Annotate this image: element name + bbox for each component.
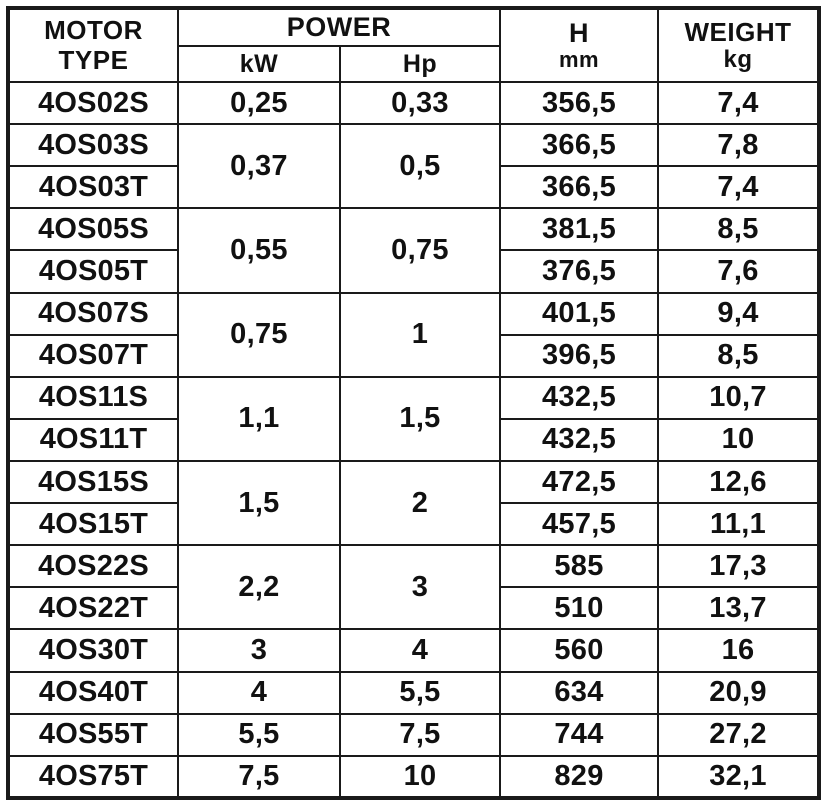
cell-power-hp: 5,5 xyxy=(340,672,500,714)
cell-power-kw: 7,5 xyxy=(178,756,340,798)
cell-motor-type: 4OS15T xyxy=(8,503,178,545)
cell-weight-kg: 8,5 xyxy=(658,208,819,250)
table-row xyxy=(8,629,819,671)
cell-power-kw: 0,55 xyxy=(178,208,340,292)
table-row xyxy=(8,377,819,419)
cell-motor-type: 4OS05T xyxy=(8,250,178,292)
cell-power-kw: 5,5 xyxy=(178,714,340,756)
header-kw: kW xyxy=(178,46,340,82)
cell-motor-type: 4OS05S xyxy=(8,208,178,250)
cell-motor-type: 4OS22S xyxy=(8,545,178,587)
cell-height-mm: 510 xyxy=(500,587,658,629)
cell-weight-kg: 7,4 xyxy=(658,82,819,124)
header-motor-type xyxy=(8,8,178,82)
cell-height-mm: 829 xyxy=(500,756,658,798)
cell-height-mm: 381,5 xyxy=(500,208,658,250)
cell-motor-type: 4OS07S xyxy=(8,293,178,335)
cell-height-mm: 432,5 xyxy=(500,377,658,419)
cell-height-mm: 376,5 xyxy=(500,250,658,292)
header-motor-type-line2: TYPE xyxy=(58,44,129,75)
cell-weight-kg: 20,9 xyxy=(658,672,819,714)
header-weight-label: WEIGHT xyxy=(684,16,792,47)
cell-height-mm: 457,5 xyxy=(500,503,658,545)
cell-motor-type: 4OS11S xyxy=(8,377,178,419)
table-row xyxy=(8,756,819,798)
cell-height-mm: 585 xyxy=(500,545,658,587)
table-row xyxy=(8,82,819,124)
header-power: POWER xyxy=(178,8,500,46)
cell-weight-kg: 8,5 xyxy=(658,335,819,377)
cell-power-hp: 1,5 xyxy=(340,377,500,461)
cell-height-mm: 472,5 xyxy=(500,461,658,503)
cell-power-hp: 1 xyxy=(340,293,500,377)
cell-weight-kg: 7,8 xyxy=(658,124,819,166)
cell-power-kw: 2,2 xyxy=(178,545,340,629)
cell-motor-type: 4OS22T xyxy=(8,587,178,629)
cell-motor-type: 4OS75T xyxy=(8,756,178,798)
cell-weight-kg: 9,4 xyxy=(658,293,819,335)
cell-height-mm: 356,5 xyxy=(500,82,658,124)
cell-height-mm: 401,5 xyxy=(500,293,658,335)
header-hp: Hp xyxy=(340,46,500,82)
table-header xyxy=(8,8,819,82)
header-motor-type-line1: MOTOR xyxy=(44,14,143,45)
header-h xyxy=(500,8,658,82)
cell-power-kw: 1,5 xyxy=(178,461,340,545)
cell-weight-kg: 10 xyxy=(658,419,819,461)
cell-weight-kg: 12,6 xyxy=(658,461,819,503)
cell-motor-type: 4OS15S xyxy=(8,461,178,503)
cell-motor-type: 4OS03T xyxy=(8,166,178,208)
cell-power-hp: 2 xyxy=(340,461,500,545)
cell-power-hp: 4 xyxy=(340,629,500,671)
table-body xyxy=(8,82,819,798)
cell-weight-kg: 11,1 xyxy=(658,503,819,545)
cell-motor-type: 4OS55T xyxy=(8,714,178,756)
cell-power-kw: 0,37 xyxy=(178,124,340,208)
cell-height-mm: 634 xyxy=(500,672,658,714)
cell-weight-kg: 7,6 xyxy=(658,250,819,292)
cell-motor-type: 4OS03S xyxy=(8,124,178,166)
table-row xyxy=(8,461,819,503)
cell-power-hp: 3 xyxy=(340,545,500,629)
cell-motor-type: 4OS11T xyxy=(8,419,178,461)
table-row xyxy=(8,124,819,166)
cell-height-mm: 560 xyxy=(500,629,658,671)
header-h-unit: mm xyxy=(558,47,600,73)
table-row xyxy=(8,545,819,587)
cell-height-mm: 396,5 xyxy=(500,335,658,377)
table-row xyxy=(8,714,819,756)
cell-weight-kg: 32,1 xyxy=(658,756,819,798)
cell-power-hp: 0,5 xyxy=(340,124,500,208)
cell-power-kw: 3 xyxy=(178,629,340,671)
cell-weight-kg: 16 xyxy=(658,629,819,671)
cell-power-kw: 0,75 xyxy=(178,293,340,377)
cell-power-kw: 4 xyxy=(178,672,340,714)
table-row xyxy=(8,208,819,250)
table-row xyxy=(8,672,819,714)
header-weight-unit: kg xyxy=(723,45,753,73)
cell-power-hp: 0,75 xyxy=(340,208,500,292)
cell-height-mm: 744 xyxy=(500,714,658,756)
cell-motor-type: 4OS02S xyxy=(8,82,178,124)
cell-power-hp: 7,5 xyxy=(340,714,500,756)
cell-power-hp: 10 xyxy=(340,756,500,798)
cell-weight-kg: 17,3 xyxy=(658,545,819,587)
cell-height-mm: 366,5 xyxy=(500,166,658,208)
motor-spec-table xyxy=(6,6,821,800)
cell-weight-kg: 7,4 xyxy=(658,166,819,208)
cell-power-kw: 0,25 xyxy=(178,82,340,124)
cell-power-kw: 1,1 xyxy=(178,377,340,461)
cell-height-mm: 432,5 xyxy=(500,419,658,461)
header-weight xyxy=(658,8,819,82)
cell-weight-kg: 13,7 xyxy=(658,587,819,629)
cell-power-hp: 0,33 xyxy=(340,82,500,124)
cell-weight-kg: 27,2 xyxy=(658,714,819,756)
cell-motor-type: 4OS40T xyxy=(8,672,178,714)
cell-weight-kg: 10,7 xyxy=(658,377,819,419)
table-row xyxy=(8,293,819,335)
cell-motor-type: 4OS07T xyxy=(8,335,178,377)
cell-motor-type: 4OS30T xyxy=(8,629,178,671)
header-h-label: H xyxy=(569,18,590,49)
cell-height-mm: 366,5 xyxy=(500,124,658,166)
